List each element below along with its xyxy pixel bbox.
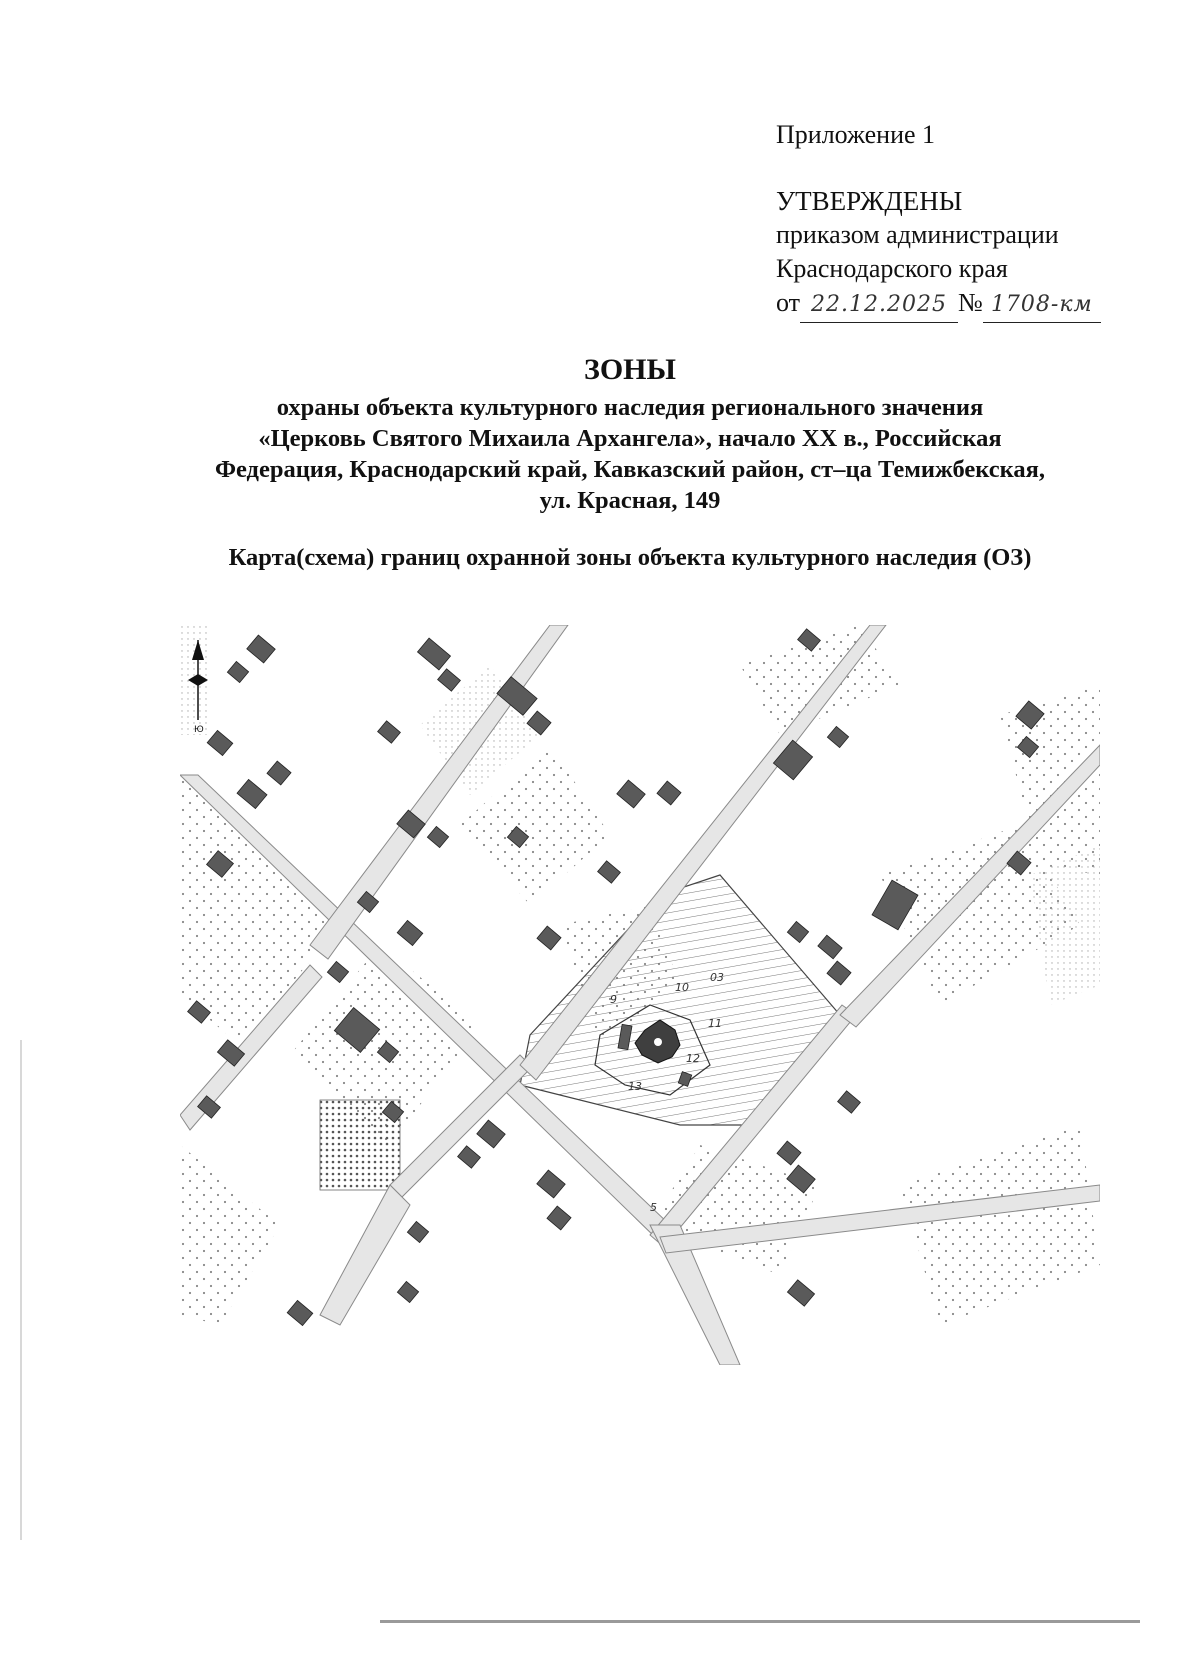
title-line-3: Федерация, Краснодарский край, Кавказский район, ст–ца Темижбекская, bbox=[214, 456, 1046, 483]
point-label: 9 bbox=[610, 993, 617, 1006]
handwritten-number: 1708-км bbox=[983, 288, 1101, 323]
handwritten-date: 22.12.2025 bbox=[800, 288, 958, 323]
title-line-2: «Церковь Святого Михаила Архангела», начало XX в., Российская bbox=[258, 425, 1002, 452]
title-line-4: ул. Красная, 149 bbox=[539, 487, 721, 514]
number-prefix: № bbox=[958, 288, 983, 317]
point-label: 12 bbox=[686, 1052, 700, 1065]
zone-map bbox=[180, 625, 1100, 1365]
north-arrow-label: Ю bbox=[194, 725, 204, 735]
approval-date-line bbox=[776, 286, 1136, 323]
point-label: 11 bbox=[708, 1017, 722, 1030]
approval-line-1: приказом администрации bbox=[776, 220, 1059, 249]
approved-heading: УТВЕРЖДЕНЫ bbox=[776, 186, 963, 216]
point-label: 03 bbox=[710, 971, 724, 984]
title-line-1: охраны объекта культурного наследия регионального значения bbox=[276, 394, 984, 421]
point-label: 5 bbox=[650, 1201, 657, 1214]
appendix-label: Приложение 1 bbox=[776, 120, 936, 149]
date-prefix: от bbox=[776, 288, 801, 317]
scan-artifact-left bbox=[20, 1040, 22, 1540]
point-label: 10 bbox=[675, 981, 689, 994]
approval-line-2: Краснодарского края bbox=[776, 254, 1008, 283]
map-caption: Карта(схема) границ охранной зоны объекта культурного наследия (ОЗ) bbox=[228, 544, 1032, 571]
scan-artifact-bottom bbox=[380, 1620, 1140, 1623]
approval-block bbox=[776, 118, 1136, 323]
point-label: 13 bbox=[628, 1080, 642, 1093]
document-title bbox=[170, 352, 1090, 573]
title-heading: ЗОНЫ bbox=[584, 353, 676, 386]
